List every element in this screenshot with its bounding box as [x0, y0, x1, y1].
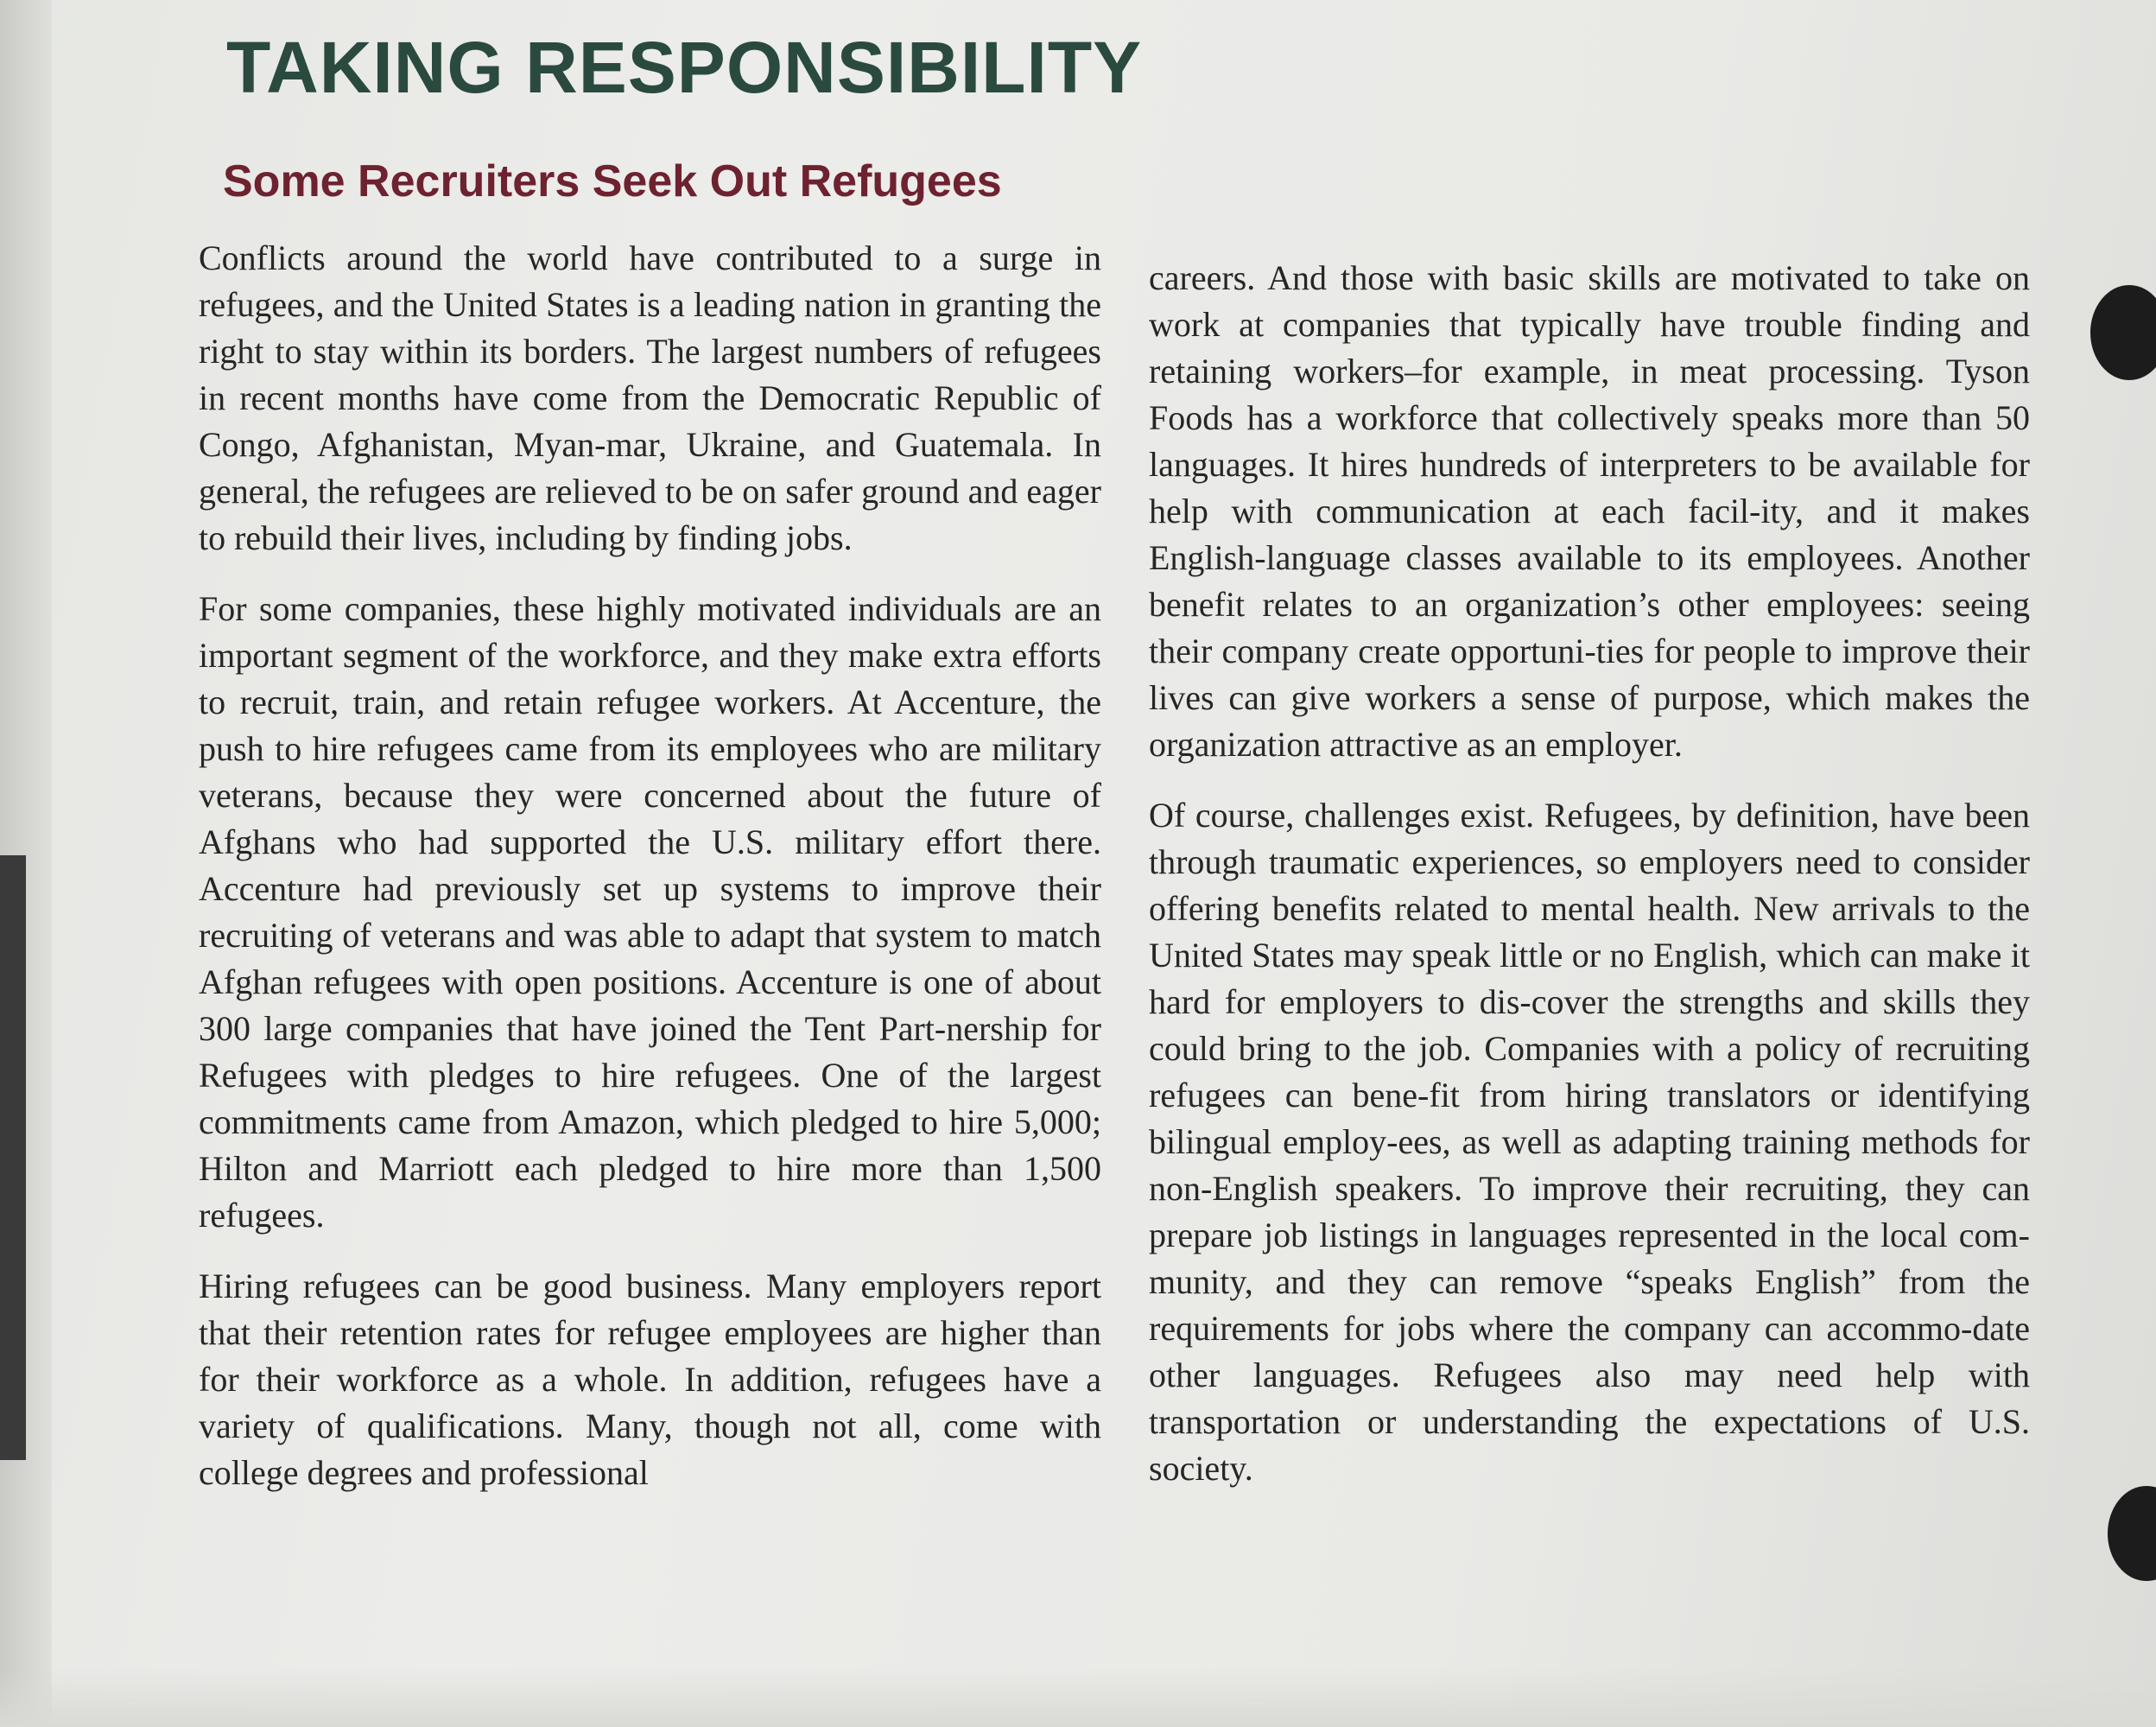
right-column: [1149, 255, 2030, 1516]
paragraph: careers. And those with basic skills are motivated to take on work at companies that typically have trouble finding and retaining workers–for example, in meat processing. Tyson Foods has a workforce that collectively speaks more than 50 languages. It hires hundreds of interpreters to be available for help with communication at each facil-ity, and it makes English-language classes available to its employees. Another benefit relates to an organization’s other employees: seeing their company create opportuni-ties for people to improve their lives can give workers a sense of purpose, which makes the organization attractive as an employer.: [1149, 258, 2030, 764]
binder-hole: [2090, 285, 2156, 380]
article-heading: Some Recruiters Seek Out Refugees: [223, 156, 1002, 206]
page-bottom-shadow: [0, 1667, 2156, 1727]
background-shadow: [0, 855, 26, 1460]
paragraph: Conflicts around the world have contributed to a surge in refugees, and the United States is a leading nation in granting the right to stay within its borders. The largest numbers of refugees in recent months have come from the Democratic Republic of Congo, Afghanistan, Myan-mar, Ukraine, and Guatemala. In general, the refugees are relieved to be on safer ground and eager to rebuild their lives, including by finding jobs.: [199, 238, 1101, 557]
left-column: [199, 235, 1101, 1521]
section-title: TAKING RESPONSIBILITY: [226, 27, 1143, 108]
paragraph: For some companies, these highly motivated individuals are an important segment of the workforce, and they make extra efforts to recruit, train, and retain refugee workers. At Accenture, the push to hire refugees came from its employees who are military veterans, because they were concerned about the future of Afghans who had supported the U.S. military effort there. Accenture had previously set up systems to improve their recruiting of veterans and was able to adapt that system to match Afghan refugees with open positions. Accenture is one of about 300 large companies that have joined the Tent Part-nership for Refugees with pledges to hire refugees. One of the largest commitments came from Amazon, which pledged to hire 5,000; Hilton and Marriott each pledged to hire more than 1,500 refugees.: [199, 589, 1101, 1235]
paragraph: Of course, challenges exist. Refugees, by definition, have been through traumatic experiences, so employers need to consider offering benefits related to mental health. New arrivals to the United States may speak little or no English, which can make it hard for employers to dis-cover the strengths and skills they could bring to the job. Companies with a policy of recruiting refugees can bene-fit from hiring translators or identifying bilingual employ-ees, as well as adapting training methods for non-English speakers. To improve their recruiting, they can prepare job listings in languages represented in the local com-munity, and they can remove “speaks English” from the requirements for jobs where the company can accommo-date other languages. Refugees also may need help with transportation or understanding the expectations of U.S. society.: [1149, 796, 2030, 1488]
paragraph: Hiring refugees can be good business. Many employers report that their retention rates for refugee employees are higher than for their workforce as a whole. In addition, refugees have a variety of qualifications. Many, though not all, come with college degrees and professional: [199, 1267, 1101, 1492]
binder-hole: [2108, 1486, 2156, 1581]
